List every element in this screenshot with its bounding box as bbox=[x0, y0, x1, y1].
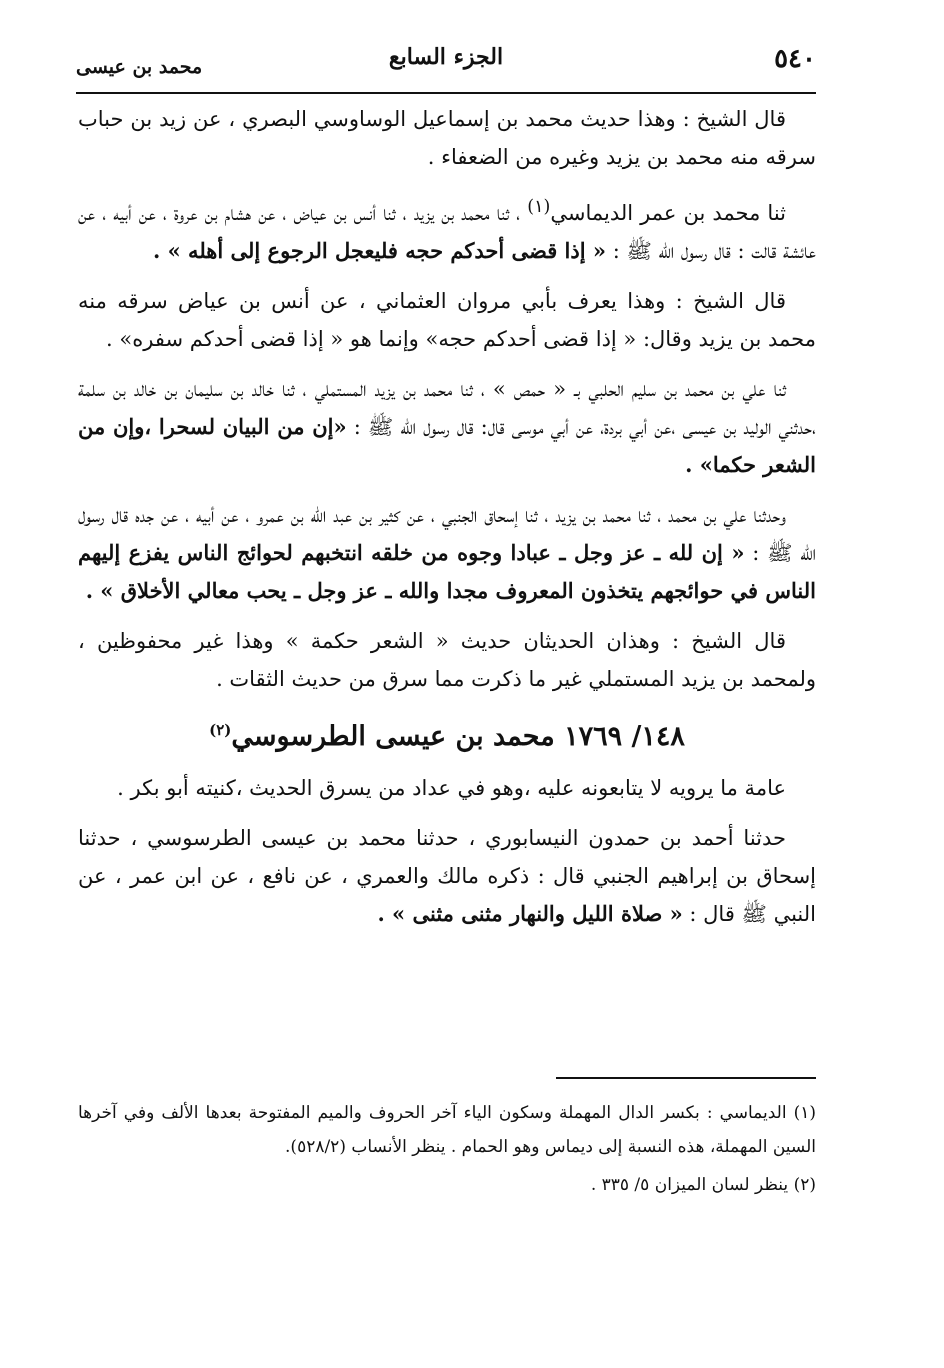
paragraph bbox=[78, 188, 816, 270]
paragraph bbox=[78, 370, 816, 484]
footnote: (١) الديماسي : بكسر الدال المهملة وسكون الياء آخر الحروف والميم المفتوحة بعدها الألف وفي آخرها السين المهملة، هذه النسبة إلى ديماس وهو الحمام . ينظر الأنساب (٥٢٨/٢). bbox=[78, 1103, 816, 1157]
footnotes bbox=[78, 1096, 816, 1206]
page-header bbox=[76, 44, 816, 96]
hadith-text: « صلاة الليل والنهار مثنى مثنى » . bbox=[377, 901, 683, 926]
paragraph bbox=[78, 819, 816, 933]
paragraph: عامة ما يرويه لا يتابعونه عليه ،وهو في عداد من يسرق الحديث ،كنيته أبو بكر . bbox=[117, 776, 786, 800]
isnad-text: حدثنا أحمد بن حمدون النيسابوري ، حدثنا محمد بن عيسى الطرسوسي ، حدثنا إسحاق بن إبراهيم الجنبي قال : ذكره مالك والعمري ، عن نافع ، عن ابن عمر ، عن النبي ﷺ قال : bbox=[78, 826, 816, 926]
main-text bbox=[78, 100, 816, 945]
isnad-text: ، ثنا محمد بن يزيد ، ثنا أنس بن عياض ، عن هشام بن عروة ، عن أبيه ، عن عائشة قالت : قال رسول الله ﷺ : bbox=[78, 201, 816, 263]
isnad-text: ثنا محمد بن عمر الديماسي bbox=[550, 201, 787, 225]
hadith-text: « إذا قضى أحدكم حجه فليعجل الرجوع إلى أهله » . bbox=[153, 238, 607, 263]
paragraph bbox=[78, 496, 816, 610]
footnote-marker: (٢) bbox=[209, 721, 232, 739]
paragraph: قال الشيخ : وهذان الحديثان حديث « الشعر حكمة » وهذا غير محفوظين ، ولمحمد بن يزيد المستملي غير ما ذكرت مما سرق من حديث الثقات . bbox=[78, 629, 816, 691]
hadith-text: «إن من البيان لسحرا ،وإن من الشعر حكما» . bbox=[78, 414, 816, 477]
footnote: (٢) ينظر لسان الميزان ٥/ ٣٣٥ . bbox=[590, 1175, 816, 1195]
part-title: الجزء السابع bbox=[388, 44, 504, 70]
paragraph: قال الشيخ : وهذا حديث محمد بن إسماعيل الوساوسي البصري ، عن زيد بن حباب سرقه منه محمد بن يزيد وغيره من الضعفاء . bbox=[78, 107, 816, 169]
footnote-rule bbox=[556, 1077, 816, 1079]
running-title: محمد بن عيسى bbox=[76, 56, 203, 78]
page-number: ٥٤٠ bbox=[774, 44, 816, 74]
entry-heading-text: ١٤٨/ ١٧٦٩ محمد بن عيسى الطرسوسي bbox=[231, 721, 685, 752]
entry-heading bbox=[78, 710, 816, 757]
hadith-text: « إن لله ـ عز وجل ـ عبادا وجوه من خلقه انتخبهم لحوائج الناس يفزع إليهم الناس في حوائجهم يتخذون المعروف مجدا والله ـ عز وجل ـ يحب معالي الأخلاق » . bbox=[78, 540, 816, 603]
paragraph: قال الشيخ : وهذا يعرف بأبي مروان العثماني ، عن أنس بن عياض سرقه منه محمد بن يزيد وقال: « إذا قضى أحدكم حجه» وإنما هو « إذا قضى أحدكم سفره» . bbox=[78, 289, 816, 351]
footnote-marker: (١) bbox=[527, 197, 551, 217]
header-rule bbox=[76, 92, 816, 94]
isnad-text: ثنا علي بن محمد بن سليم الحلبي بـ « حمص » ، ثنا محمد بن يزيد المستملي ، ثنا خالد بن سليمان بن خالد بن سلمة ،حدثني الوليد بن عيسى ،عن أبي بردة، عن أبي موسى قال: قال رسول الله ﷺ : bbox=[78, 377, 816, 439]
isnad-text: وحدثنا علي بن محمد ، ثنا محمد بن يزيد ، ثنا إسحاق الجنبي ، عن كثير بن عبد الله بن عمرو ، عن أبيه ، عن جده قال رسول الله ﷺ : bbox=[78, 503, 816, 565]
